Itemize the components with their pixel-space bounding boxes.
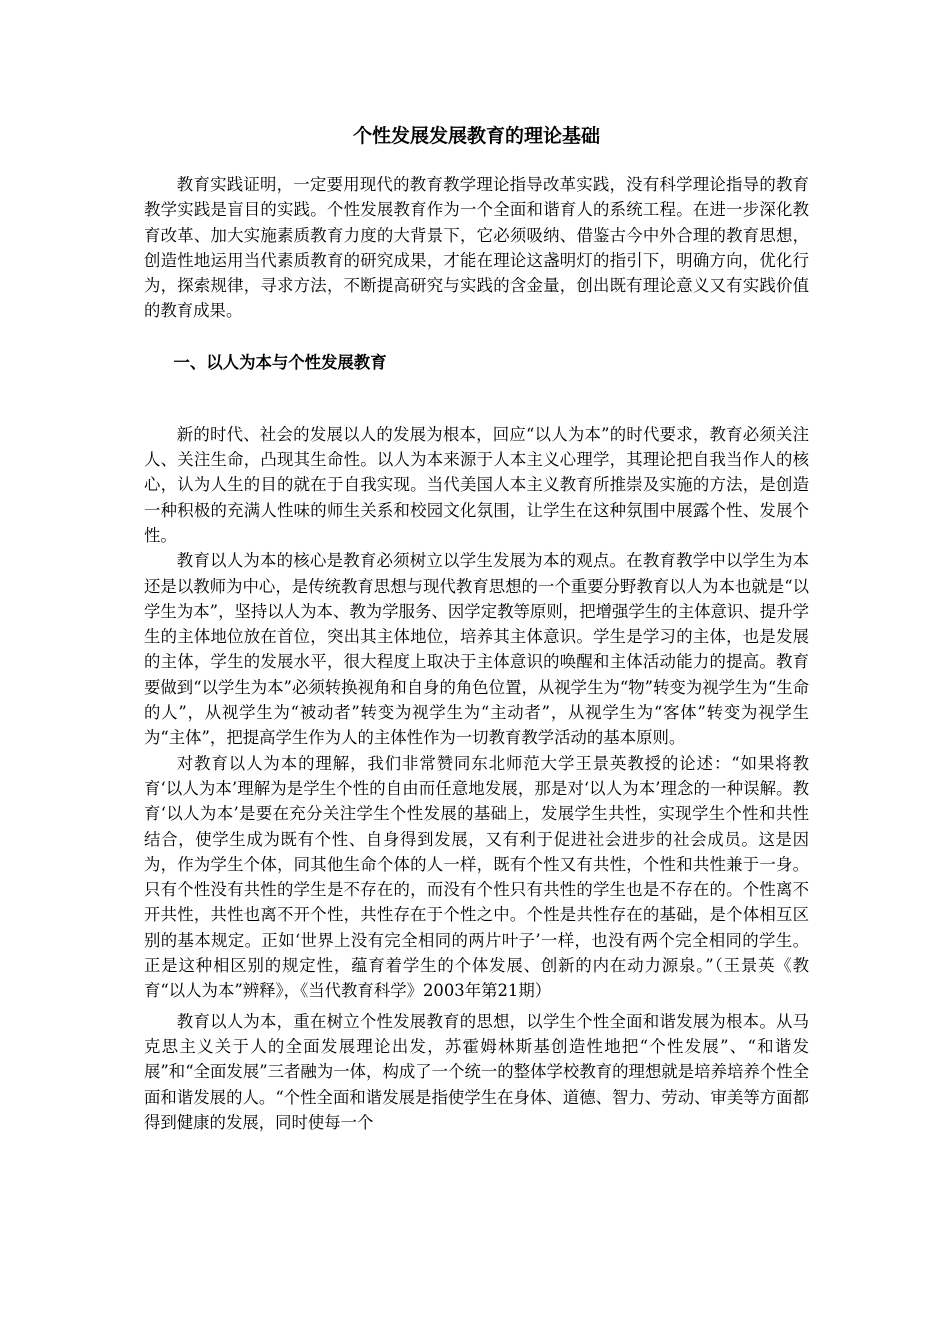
- body-paragraph-2: 教育以人为本的核心是教育必须树立以学生发展为本的观点。在教育教学中以学生为本还是以教师为中心，是传统教育思想与现代教育思想的一个重要分野教育以人为本也就是“以学生为本”，坚持以人为本、教为学服务、因学定教等原则，把增强学生的主体意识、提升学生的主体地位放在首位，突出其主体地位，培养其主体意识。学生是学习的主体，也是发展的主体，学生的发展水平，很大程度上取决于主体意识的唤醒和主体活动能力的提高。教育要做到“以学生为本”必须转换视角和自身的角色位置，从视学生为“物”转变为视学生为“生命的人”，从视学生为“被动者”转变为视学生为“主动者”，从视学生为“客体”转变为视学生为“主体”，把提高学生作为人的主体性作为一切教育教学活动的基本原则。: [144, 551, 809, 748]
- section-heading: 一、以人为本与个性发展教育: [173, 352, 387, 372]
- section-spacer: [144, 375, 809, 422]
- body-paragraph-4: 教育以人为本，重在树立个性发展教育的思想，以学生个性全面和谐发展为根本。从马克思主义关于人的全面发展理论出发，苏霍姆林斯基创造性地把“个性发展”、“和谐发展”和“全面发展”三者融为一体，构成了一个统一的整体学校教育的理想就是培养培养个性全面和谐发展的人。“个性全面和谐发展是指使学生在身体、道德、智力、劳动、审美等方面都得到健康的发展，同时使每一个: [144, 1011, 809, 1132]
- document-body: [144, 118, 809, 1135]
- body-paragraph-1: 新的时代、社会的发展以人的发展为根本，回应“以人为本”的时代要求，教育必须关注人、关注生命，凸现其生命性。以人为本来源于人本主义心理学，其理论把自我当作人的核心，认为人生的目的就在于自我实现。当代美国人本主义教育所推崇及实施的方法，是创造一种积极的充满人性味的师生关系和校园文化氛围，让学生在这种氛围中展露个性、发展个性。: [144, 424, 809, 545]
- document-title: 个性发展发展教育的理论基础: [352, 125, 600, 147]
- body-paragraph-3: 对教育以人为本的理解，我们非常赞同东北师范大学王景英教授的论述：“如果将教育‘以人为本’理解为是学生个性的自由而任意地发展，那是对‘以人为本’理念的一种误解。教育‘以人为本’是要在充分关注学生个性发展的基础上，发展学生共性，实现学生个性和共性结合，使学生成为既有个性、自身得到发展，又有利于促进社会进步的社会成员。这是因为，作为学生个体，同其他生命个体的人一样，既有个性又有共性，个性和共性兼于一身。只有个性没有共性的学生是不存在的，而没有个性只有共性的学生也是不存在的。个性离不开共性，共性也离不开个性，共性存在于个性之中。个性是共性存在的基础，是个体相互区别的基本规定。正如‘世界上没有完全相同的两片叶子’一样，也没有两个完全相同的学生。正是这种相区别的规定性，蕴育着学生的个体发展、创新的内在动力源泉。”（王景英《教育“以人为本”辨释》，《当代教育科学》2003年第21期）: [144, 753, 809, 1001]
- intro-paragraph: 教育实践证明，一定要用现代的教育教学理论指导改革实践，没有科学理论指导的教育教学实践是盲目的实践。个性发展教育作为一个全面和谐育人的系统工程。在进一步深化教育改革、加大实施素质教育力度的大背景下，它必须吸纳、借鉴古今中外合理的教育思想，创造性地运用当代素质教育的研究成果，才能在理论这盏明灯的指引下，明确方向，优化行为，探索规律，寻求方法，不断提高研究与实践的含金量，创出既有理论意义又有实践价值的教育成果。: [144, 175, 809, 321]
